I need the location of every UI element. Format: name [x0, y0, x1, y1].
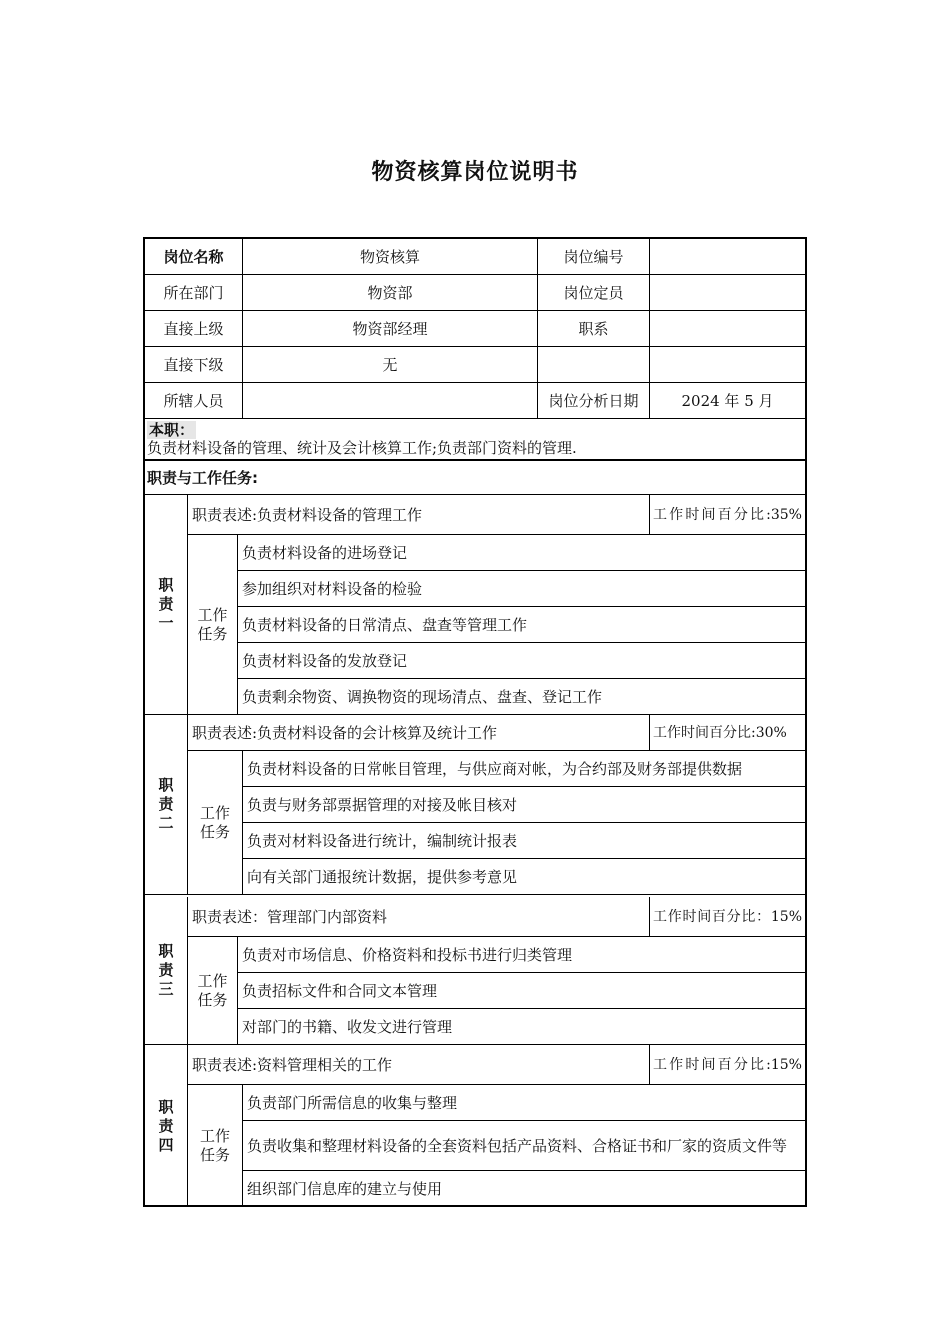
duty-percent-text: 工作时间百分比:15% — [653, 1056, 802, 1073]
duty-label-char: 四 — [158, 1135, 174, 1154]
position-name-value: 物资核算 — [243, 239, 538, 275]
duty-label-char: 二 — [158, 814, 174, 832]
duty-statement: 职责表述:负责材料设备的管理工作 — [188, 495, 650, 535]
task-label-line: 工作 — [197, 971, 228, 990]
duty-label-char: 职 — [158, 776, 174, 794]
task-item: 负责材料设备的日常帐目管理，与供应商对帐，为合约部及财务部提供数据 — [243, 751, 805, 787]
task-item: 负责收集和整理材料设备的全套资料包括产品资料、合格证书和厂家的资质文件等 — [243, 1121, 805, 1171]
subordinate-value: 无 — [243, 347, 538, 383]
task-label-line: 任务 — [199, 1146, 230, 1164]
job-family-label: 职系 — [538, 311, 650, 347]
task-label-line: 工作 — [199, 803, 230, 822]
duty-label-char: 职 — [158, 1097, 174, 1116]
staff-value — [243, 383, 538, 419]
position-code-label: 岗位编号 — [538, 239, 650, 275]
superior-value: 物资部经理 — [243, 311, 538, 347]
duty-label — [145, 495, 188, 715]
duty-percent-text: 工作时间百分比：15% — [653, 908, 802, 925]
task-item: 负责材料设备的发放登记 — [238, 643, 805, 679]
task-item: 对部门的书籍、收发文进行管理 — [238, 1009, 805, 1045]
headcount-label: 岗位定员 — [538, 275, 650, 311]
duty-percent-text: 工作时间百分比:30% — [653, 724, 787, 741]
blank-value — [650, 347, 805, 383]
analysis-date-value: 2024 年 5 月 — [650, 383, 805, 419]
blank-label — [538, 347, 650, 383]
task-label-line: 任务 — [199, 822, 230, 841]
job-family-value — [650, 311, 805, 347]
duty-label — [145, 715, 188, 895]
duty-statement: 职责表述：管理部门内部资料 — [188, 897, 650, 937]
duty-statement: 职责表述:负责材料设备的会计核算及统计工作 — [188, 715, 650, 751]
page-title: 物资核算岗位说明书 — [371, 160, 579, 185]
job-description-table — [143, 237, 807, 1207]
duty-label-char: 三 — [158, 980, 174, 998]
duty-statement: 职责表述:资料管理相关的工作 — [188, 1045, 650, 1085]
task-item: 负责部门所需信息的收集与整理 — [243, 1085, 805, 1121]
task-label-line: 任务 — [197, 624, 228, 643]
core-duty-text: 负责材料设备的管理、统计及会计核算工作;负责部门资料的管理. — [147, 439, 577, 457]
duty-percent — [650, 897, 805, 937]
task-item: 负责材料设备的进场登记 — [238, 535, 805, 571]
task-label — [188, 937, 238, 1045]
task-item: 负责剩余物资、调换物资的现场清点、盘查、登记工作 — [238, 679, 805, 715]
core-duty — [145, 419, 805, 461]
duty-percent — [650, 495, 805, 535]
duty-label — [145, 897, 188, 1045]
headcount-value — [650, 275, 805, 311]
duty-label-char: 一 — [158, 614, 174, 632]
duty-label — [145, 1045, 188, 1207]
subordinate-label: 直接下级 — [145, 347, 243, 383]
duty-label-char: 职 — [158, 942, 174, 960]
task-item: 参加组织对材料设备的检验 — [238, 571, 805, 607]
superior-label: 直接上级 — [145, 311, 243, 347]
task-item: 负责材料设备的日常清点、盘查等管理工作 — [238, 607, 805, 643]
duty-percent — [650, 715, 805, 751]
duty-label-char: 责 — [158, 595, 174, 613]
analysis-date-label: 岗位分析日期 — [538, 383, 650, 419]
duties-heading: 职责与工作任务: — [145, 461, 805, 495]
duty-label-char: 职 — [158, 576, 174, 594]
position-name-label: 岗位名称 — [145, 239, 243, 275]
duty-label-char: 责 — [158, 795, 174, 813]
position-code-value — [650, 239, 805, 275]
core-duty-label: 本职： — [149, 421, 195, 439]
department-value: 物资部 — [243, 275, 538, 311]
task-label-line: 工作 — [197, 605, 228, 624]
task-label — [188, 535, 238, 715]
duty-percent — [650, 1045, 805, 1085]
task-item: 负责与财务部票据管理的对接及帐目核对 — [243, 787, 805, 823]
task-item: 组织部门信息库的建立与使用 — [247, 1180, 443, 1198]
task-item: 负责招标文件和合同文本管理 — [238, 973, 805, 1009]
duty-label-char: 责 — [158, 1116, 174, 1135]
task-item: 向有关部门通报统计数据，提供参考意见 — [243, 859, 805, 895]
task-item: 负责对材料设备进行统计，编制统计报表 — [243, 823, 805, 859]
task-label — [188, 1085, 243, 1207]
duty-percent-text: 工作时间百分比:35% — [653, 506, 802, 523]
task-label — [188, 751, 243, 895]
staff-label: 所辖人员 — [145, 383, 243, 419]
duty-label-char: 责 — [158, 961, 174, 979]
department-label: 所在部门 — [145, 275, 243, 311]
task-item: 负责对市场信息、价格资料和投标书进行归类管理 — [238, 937, 805, 973]
task-label-line: 任务 — [197, 990, 228, 1009]
task-label-line: 工作 — [199, 1127, 230, 1145]
